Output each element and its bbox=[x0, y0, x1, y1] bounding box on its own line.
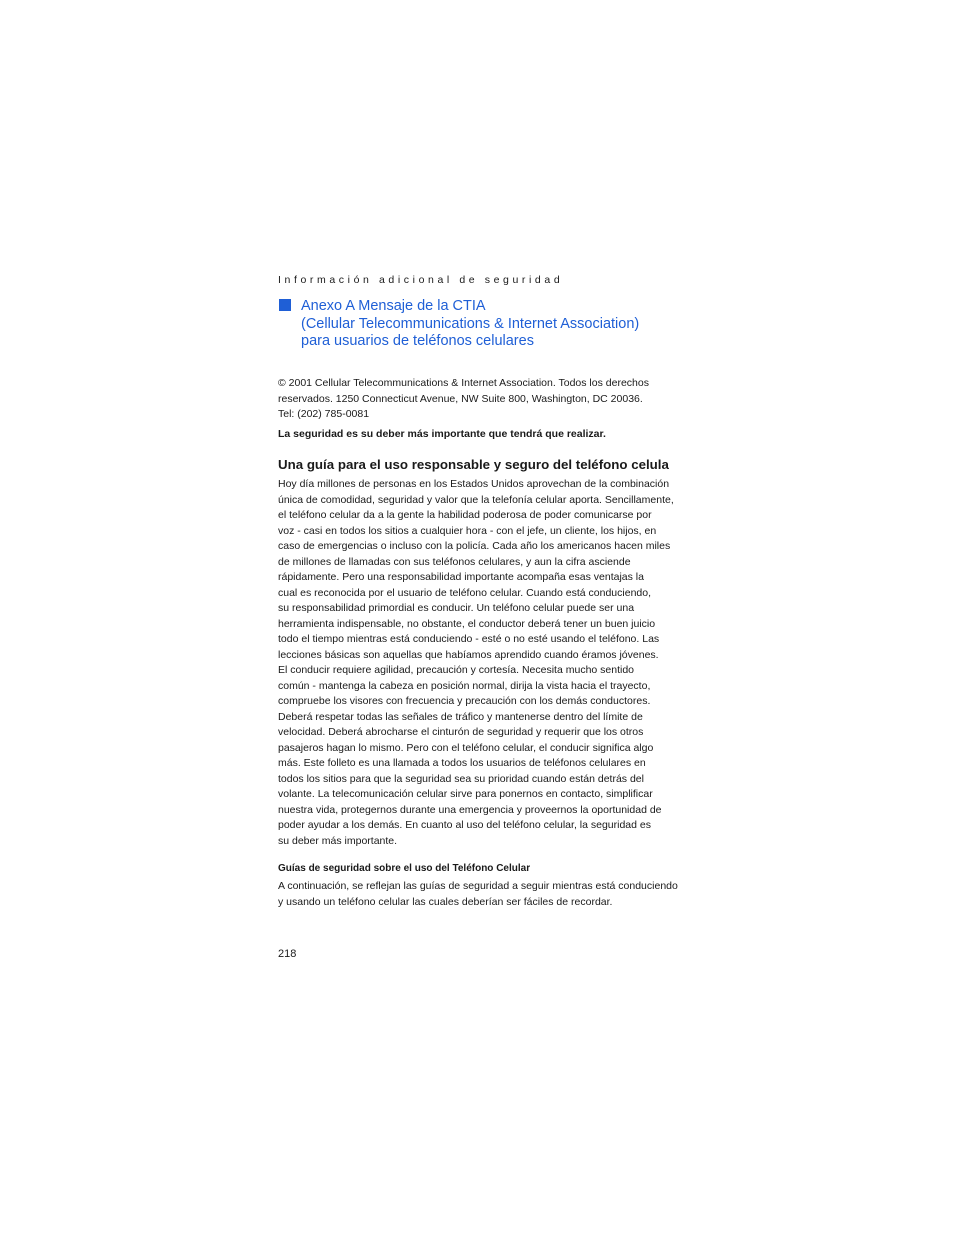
text-line: herramienta indispensable, no obstante, el conductor deberá tener un buen juicio bbox=[278, 617, 656, 630]
text-line: su responsabilidad primordial es conducir. Un teléfono celular puede ser una bbox=[278, 602, 635, 614]
text-line: voz - casi en todos los sitios a cualquier hora - con el jefe, un cliente, los hijos, en bbox=[278, 524, 657, 537]
annex-heading bbox=[278, 298, 670, 351]
square-bullet-icon bbox=[279, 299, 291, 311]
text-line: más. Este folleto es una llamada a todos los usuarios de teléfonos celulares en bbox=[278, 757, 646, 769]
annex-title-line: para usuarios de teléfonos celulares bbox=[301, 333, 534, 349]
annex-title-line: Anexo A Mensaje de la CTIA bbox=[301, 298, 486, 314]
text-line: velocidad. Deberá abrocharse el cinturón de seguridad y requerir que los otros bbox=[278, 726, 644, 738]
text-line: común - mantenga la cabeza en posición normal, dirija la vista hacia el trayecto, bbox=[278, 679, 651, 692]
text-line: cual es reconocida por el usuario de teléfono celular. Cuando está conduciendo, bbox=[278, 586, 652, 599]
text-line: volante. La telecomunicación celular sirve para ponernos en contacto, simplificar bbox=[278, 788, 653, 800]
copyright-line: © 2001 Cellular Telecommunications & Internet Association. Todos los derechos bbox=[278, 377, 649, 389]
text-line: el teléfono celular da a la gente la habilidad poderosa de poder comunicarse por bbox=[278, 509, 652, 521]
body-paragraph bbox=[278, 477, 674, 849]
text-line: lecciones básicas son aquellas que habíamos aprendido cuando éramos jóvenes. bbox=[278, 648, 659, 661]
section-title: Una guía para el uso responsable y seguro del teléfono celula bbox=[278, 457, 669, 472]
subheading: Guías de seguridad sobre el uso del Teléfono Celular bbox=[278, 863, 531, 874]
text-line: caso de emergencias o incluso con la policía. Cada año los americanos hacen miles bbox=[278, 540, 671, 552]
annex-title-line: (Cellular Telecommunications & Internet Association) bbox=[301, 315, 640, 332]
text-line: Deberá respetar todas las señales de tráfico y mantenerse dentro del límite de bbox=[278, 710, 643, 723]
text-line: Hoy día millones de personas en los Estados Unidos aprovechan de la combinación bbox=[278, 478, 670, 490]
text-line: única de comodidad, seguridad y valor que la telefonía celular aporta. Sencillamente, bbox=[278, 493, 674, 506]
text-line: todos los sitios para que la seguridad sea su prioridad cuando están detrás del bbox=[278, 772, 644, 785]
copyright-line: reservados. 1250 Connecticut Avenue, NW Suite 800, Washington, DC 20036. bbox=[278, 392, 643, 405]
lead-statement: La seguridad es su deber más importante que tendrá que realizar. bbox=[278, 428, 606, 440]
copyright-notice bbox=[278, 376, 670, 423]
text-line: El conducir requiere agilidad, precaución y cortesía. Necesita mucho sentido bbox=[278, 664, 635, 676]
page-number: 218 bbox=[278, 948, 297, 960]
text-line: nuestra vida, protegernos durante una emergencia y proveernos la oportunidad de bbox=[278, 803, 662, 816]
text-line: y usando un teléfono celular las cuales deberían ser fáciles de recordar. bbox=[278, 895, 613, 908]
text-line: poder ayudar a los demás. En cuanto al uso del teléfono celular, la seguridad es bbox=[278, 819, 651, 831]
text-line: rápidamente. Pero una responsabilidad importante acompaña esas ventajas la bbox=[278, 571, 644, 583]
running-header: Información adicional de seguridad bbox=[278, 274, 564, 286]
text-line: su deber más importante. bbox=[278, 834, 398, 847]
sub-body-paragraph bbox=[278, 879, 678, 910]
text-line: de millones de llamadas con sus teléfonos celulares, y aun la cifra asciende bbox=[278, 555, 631, 568]
copyright-line: Tel: (202) 785-0081 bbox=[278, 408, 370, 420]
text-line: todo el tiempo mientras está conduciendo - esté o no esté usando el teléfono. Las bbox=[278, 633, 660, 645]
text-line: pasajeros hagan lo mismo. Pero con el teléfono celular, el conducir significa algo bbox=[278, 741, 654, 754]
text-line: compruebe los visores con frecuencia y precaución con los demás conductores. bbox=[278, 695, 651, 707]
text-line: A continuación, se reflejan las guías de seguridad a seguir mientras está conduciendo bbox=[278, 880, 678, 892]
annex-title bbox=[301, 298, 670, 351]
